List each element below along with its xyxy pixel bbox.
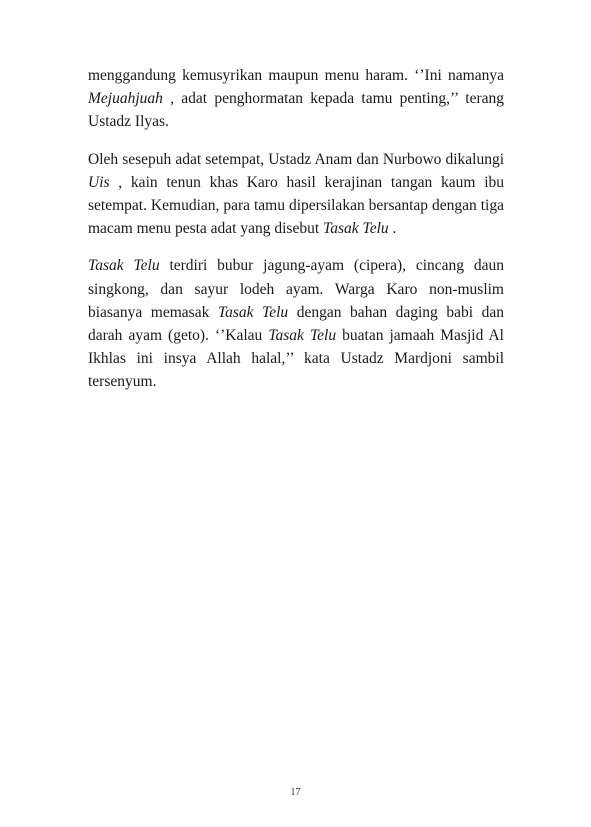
text-segment: terdiri bubur jagung-ayam (cipera), cincang daun singkong, dan sayur lodeh ayam. Warga Karo non-muslim biasanya memasak [88, 257, 504, 321]
body-text [88, 64, 504, 408]
paragraph-3 [88, 254, 504, 393]
text-segment: menggandung kemusyrikan maupun menu haram. ‘’Ini namanya [88, 67, 504, 84]
text-segment: Oleh sesepuh adat setempat, Ustadz Anam dan Nurbowo dikalungi [88, 150, 504, 168]
italic-term: Tasak Telu [268, 327, 337, 345]
italic-term: Tasak Telu [323, 220, 389, 238]
italic-term: Tasak Telu [88, 257, 160, 275]
italic-term: Uis [88, 173, 110, 191]
text-segment: dengan bahan daging babi dan darah ayam (geto). ‘’Kalau [88, 303, 504, 345]
text-segment: buatan jamaah Masjid Al Ikhlas ini insya Allah halal,’’ kata Ustadz Mardjoni sambil tersenyum. [88, 327, 504, 391]
paragraph-1 [88, 64, 504, 134]
text-segment: , kain tenun khas Karo hasil kerajinan tangan kaum ibu setempat. Kemudian, para tamu dipersilakan bersantap dengan tiga macam menu pesta adat yang disebut [88, 173, 504, 238]
page-number: 17 [290, 787, 301, 798]
text-segment: . [388, 220, 397, 238]
italic-term: Mejuahjuah [88, 90, 163, 108]
italic-term: Tasak Telu [217, 303, 289, 321]
paragraph-2 [88, 148, 504, 241]
text-segment: , adat penghormatan kepada tamu penting,’’ terang Ustadz Ilyas. [88, 90, 504, 131]
